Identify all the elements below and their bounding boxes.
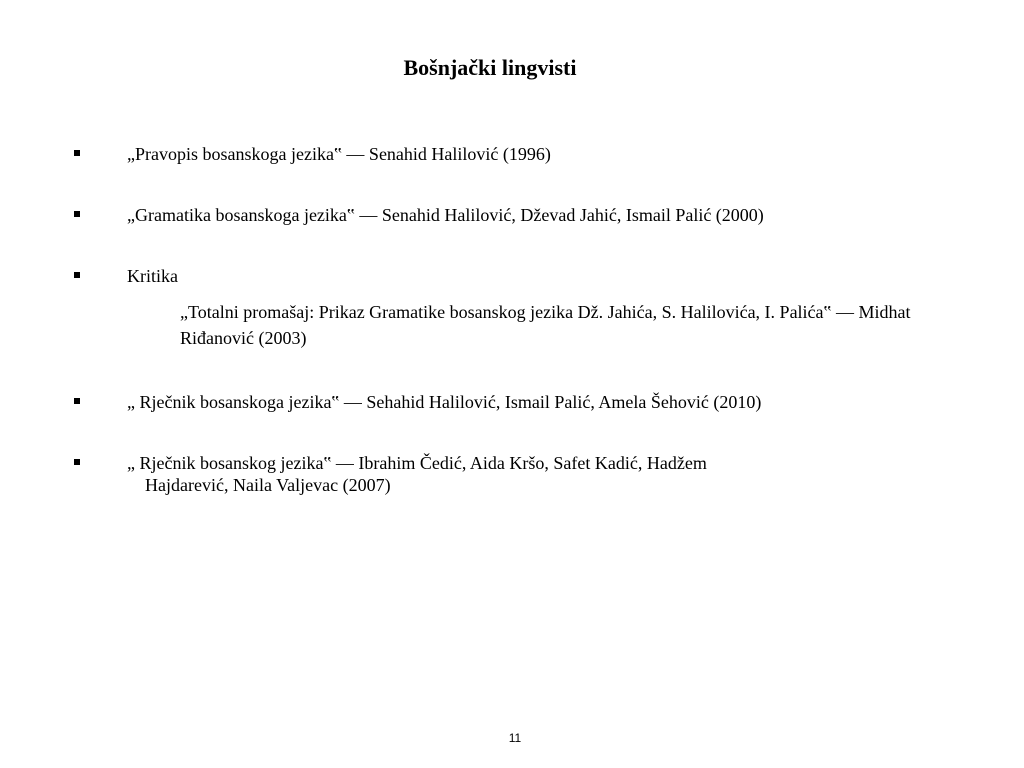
list-item-line-1: „ Rječnik bosanskog jezika‟ — Ibrahim Čedić, Aida Kršo, Safet Kadić, Hadžem	[127, 453, 707, 473]
page-number: 11	[508, 731, 522, 745]
critique-citation: „Totalni promašaj: Prikaz Gramatike bosanskog jezika Dž. Jahića, S. Halilovića, I. Palića‟ — Midhat Riđanović (2003)	[180, 302, 911, 348]
list-item-line-2: Hajdarević, Naila Valjevac (2007)	[145, 475, 391, 495]
bullet-icon	[74, 459, 84, 469]
list-item-pravopis: „Pravopis bosanskoga jezika‟ — Senahid Halilović (1996)	[127, 144, 551, 164]
bullet-icon	[74, 150, 84, 160]
list-item-rjecnik-2010: „ Rječnik bosanskoga jezika‟ — Sehahid Halilović, Ismail Palić, Amela Šehović (2010)	[127, 392, 762, 412]
bullet-icon	[74, 272, 84, 282]
list-item-kritika: Kritika	[127, 266, 178, 286]
bullet-icon	[74, 211, 84, 221]
list-item-gramatika: „Gramatika bosanskoga jezika‟ — Senahid Halilović, Dževad Jahić, Ismail Palić (2000)	[127, 205, 764, 225]
slide-title: Bošnjački lingvisti	[403, 55, 577, 80]
bullet-icon	[74, 398, 84, 408]
list-item-rjecnik-2007	[127, 452, 707, 496]
